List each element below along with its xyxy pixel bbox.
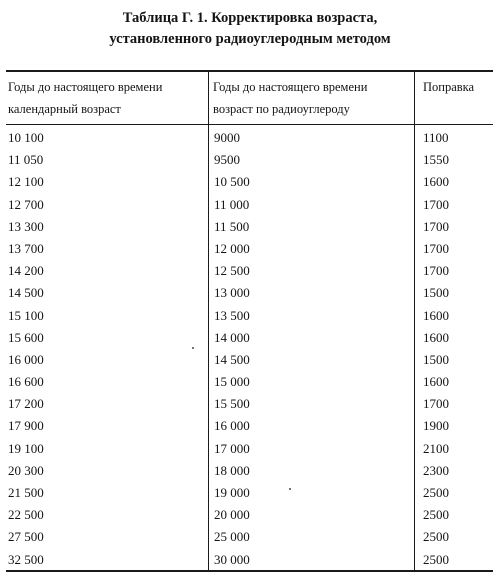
cell-radiocarbon-age: 9000 [214,130,240,145]
cell-calendar-age: 13 700 [8,240,44,256]
cell-calendar-age: 14 500 [8,285,44,301]
table-row [6,393,493,415]
cell-calendar-age: 20 300 [8,462,44,478]
table-row [6,149,493,171]
header-calendar-age-line-2: календарный возраст [8,102,121,116]
table-row [6,216,493,238]
table-row [6,371,493,393]
cell-calendar-age: 27 500 [8,529,44,545]
table-row [6,282,493,304]
cell-radiocarbon-age: 13 500 [214,307,250,323]
table-row [6,504,493,526]
table-row [6,549,493,571]
cell-radiocarbon-age: 12 000 [214,240,250,256]
table-row [6,305,493,327]
cell-correction: 1600 [423,374,449,390]
cell-radiocarbon-age: 15 500 [214,396,250,412]
table-row [6,127,493,149]
table-row [6,415,493,437]
cell-calendar-age: 13 300 [8,218,44,234]
cell-calendar-age: 11 050 [8,152,44,168]
cell-correction: 1550 [423,152,449,168]
cell-calendar-age: 15 100 [8,307,44,323]
table-row [6,238,493,260]
cell-correction: 2500 [423,507,449,523]
cell-radiocarbon-age: 15 000 [214,374,250,390]
cell-radiocarbon-age: 11 000 [214,196,250,212]
cell-correction: 1600 [423,329,449,345]
cell-calendar-age: 17 900 [8,418,44,434]
cell-correction: 1500 [423,351,449,367]
age-correction-table [6,70,493,572]
cell-correction: 2500 [423,485,449,500]
cell-calendar-age: 19 100 [8,440,44,456]
cell-calendar-age: 16 600 [8,374,44,390]
cell-radiocarbon-age: 10 500 [214,174,250,190]
print-speck [289,488,291,490]
cell-correction: 2300 [423,462,449,478]
table-row [6,526,493,548]
header-separator-rule [6,124,493,125]
cell-calendar-age: 12 700 [8,196,44,212]
header-radiocarbon-age-line-2: возраст по радиоуглероду [213,102,350,116]
cell-calendar-age: 15 600 [8,329,44,345]
table-row [6,260,493,282]
cell-radiocarbon-age: 14 000 [214,329,250,345]
cell-correction: 2100 [423,440,449,456]
table-row [6,194,493,216]
cell-calendar-age: 32 500 [8,551,44,567]
cell-calendar-age: 21 500 [8,485,44,500]
cell-correction: 1700 [423,396,449,412]
cell-radiocarbon-age: 20 000 [214,507,250,523]
header-calendar-age [8,76,206,120]
cell-correction: 1700 [423,196,449,212]
cell-radiocarbon-age: 9500 [214,152,240,168]
header-correction [423,76,493,98]
cell-radiocarbon-age: 14 500 [214,351,250,367]
cell-calendar-age: 14 200 [8,263,44,279]
table-row [6,349,493,371]
header-radiocarbon-age [213,76,411,120]
table-body [6,127,493,571]
table-row [6,171,493,193]
cell-correction: 1500 [423,285,449,301]
table-title [0,8,500,50]
table-row [6,327,493,349]
table-top-rule [6,70,493,72]
cell-radiocarbon-age: 30 000 [214,551,250,567]
cell-radiocarbon-age: 13 000 [214,285,250,301]
cell-correction: 1900 [423,418,449,434]
cell-correction: 1100 [423,130,449,145]
cell-correction: 1700 [423,218,449,234]
cell-correction: 1700 [423,240,449,256]
table-row [6,438,493,460]
print-speck [192,347,194,349]
cell-radiocarbon-age: 16 000 [214,418,250,434]
cell-correction: 1600 [423,174,449,190]
cell-radiocarbon-age: 12 500 [214,263,250,279]
cell-calendar-age: 16 000 [8,351,44,367]
cell-calendar-age: 10 100 [8,130,44,145]
table-row [6,482,493,504]
header-correction-line-1: Поправка [423,80,475,94]
cell-radiocarbon-age: 11 500 [214,218,250,234]
cell-radiocarbon-age: 18 000 [214,462,250,478]
cell-calendar-age: 17 200 [8,396,44,412]
header-radiocarbon-age-line-1: Годы до настоящего времени [213,80,368,94]
cell-calendar-age: 12 100 [8,174,44,190]
header-calendar-age-line-1: Годы до настоящего времени [8,80,163,94]
cell-correction: 1700 [423,263,449,279]
table-row [6,460,493,482]
cell-radiocarbon-age: 17 000 [214,440,250,456]
cell-radiocarbon-age: 19 000 [214,485,250,500]
cell-radiocarbon-age: 25 000 [214,529,250,545]
cell-correction: 2500 [423,551,449,567]
table-title-line-1: Таблица Г. 1. Корректировка возраста, [122,10,378,26]
cell-correction: 2500 [423,529,449,545]
table-title-line-2: установленного радиоуглеродным методом [109,31,391,47]
cell-calendar-age: 22 500 [8,507,44,523]
cell-correction: 1600 [423,307,449,323]
